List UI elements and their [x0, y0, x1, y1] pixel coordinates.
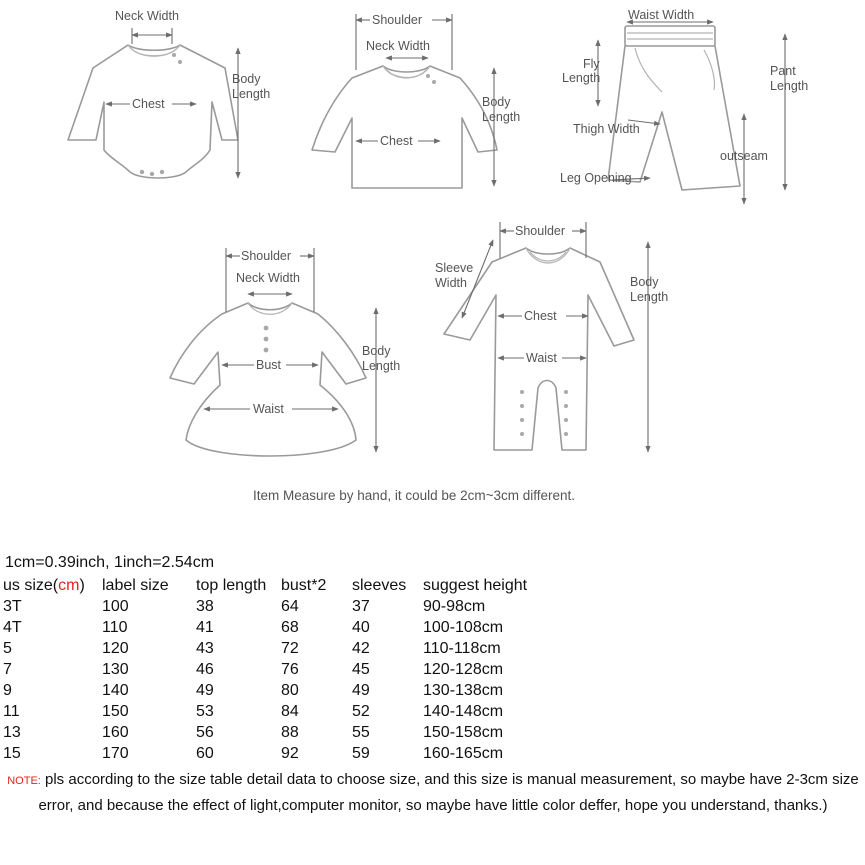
- table-row: [3, 596, 563, 617]
- cell-sleeves: 37: [352, 597, 370, 615]
- romper-waist-label: Waist: [526, 351, 557, 365]
- tshirt-body-label-2: Length: [482, 110, 521, 124]
- pants-pant-label-1: Pant: [770, 64, 796, 78]
- pants-thigh-label: Thigh Width: [573, 122, 640, 136]
- dress-waist-label: Waist: [253, 402, 284, 416]
- cell-label-size: 120: [102, 639, 129, 657]
- cell-top-length: 49: [196, 681, 214, 699]
- cell-top-length: 56: [196, 723, 214, 741]
- tshirt-neck-label: Neck Width: [366, 39, 430, 53]
- cell-label-size: 110: [102, 618, 128, 636]
- bodysuit-chest-label: Chest: [132, 97, 165, 111]
- cell-sleeves: 49: [352, 681, 370, 699]
- cell-bust: 68: [281, 618, 299, 636]
- romper-sleeve-label-1: Sleeve: [435, 261, 474, 275]
- size-table: [3, 575, 563, 764]
- cell-bust: 84: [281, 702, 299, 720]
- tshirt-chest-label: Chest: [380, 134, 413, 148]
- cell-us-size: 9: [3, 681, 12, 699]
- diagram-caption: Item Measure by hand, it could be 2cm~3cm different.: [253, 488, 576, 503]
- cell-us-size: 13: [3, 723, 21, 741]
- cell-label-size: 170: [102, 744, 129, 762]
- size-note: [3, 768, 863, 818]
- cell-sleeves: 59: [352, 744, 370, 762]
- cell-us-size: 11: [3, 702, 20, 720]
- romper-body-label-1: Body: [630, 275, 659, 289]
- dress-figure: [170, 248, 400, 456]
- header-top-length: top length: [196, 576, 267, 594]
- header-bust: bust*2: [281, 576, 327, 594]
- cell-suggest-height: 100-108cm: [423, 618, 504, 636]
- cell-sleeves: 45: [352, 660, 370, 678]
- cell-top-length: 43: [196, 639, 214, 657]
- cell-label-size: 150: [102, 702, 129, 720]
- cell-sleeves: 55: [352, 723, 370, 741]
- header-label-size: label size: [102, 576, 169, 594]
- pants-fly-label-2: Length: [562, 71, 601, 85]
- cell-label-size: 140: [102, 681, 129, 699]
- cell-us-size: 7: [3, 660, 12, 678]
- header-sleeves: sleeves: [352, 576, 407, 594]
- cell-suggest-height: 130-138cm: [423, 681, 504, 699]
- cell-suggest-height: 150-158cm: [423, 723, 504, 741]
- snap-dots: [140, 53, 182, 176]
- cell-top-length: 41: [196, 618, 214, 636]
- unit-conversion: 1cm=0.39inch, 1inch=2.54cm: [5, 554, 215, 571]
- header-us-size: us size(cm): [3, 576, 85, 594]
- cell-top-length: 38: [196, 597, 214, 615]
- pants-leg-label: Leg Opening: [560, 171, 632, 185]
- table-row: [3, 701, 563, 722]
- cell-sleeves: 52: [352, 702, 370, 720]
- table-row: [3, 722, 563, 743]
- table-row: [3, 617, 563, 638]
- romper-chest-label: Chest: [524, 309, 557, 323]
- romper-snap-dots: [520, 390, 568, 436]
- cell-sleeves: 40: [352, 618, 370, 636]
- dress-bust-label: Bust: [256, 358, 282, 372]
- cell-label-size: 100: [102, 597, 129, 615]
- cell-us-size: 5: [3, 639, 12, 657]
- table-row: [3, 659, 563, 680]
- cell-bust: 76: [281, 660, 299, 678]
- cell-bust: 64: [281, 597, 299, 615]
- cell-top-length: 46: [196, 660, 214, 678]
- cell-bust: 72: [281, 639, 299, 657]
- tshirt-shoulder-label: Shoulder: [372, 13, 423, 27]
- tshirt-body-label-1: Body: [482, 95, 511, 109]
- shoulder-dots: [426, 74, 436, 84]
- pants-fly-label-1: Fly: [583, 57, 600, 71]
- romper-body-label-2: Length: [630, 290, 669, 304]
- cell-top-length: 53: [196, 702, 214, 720]
- cell-bust: 92: [281, 744, 299, 762]
- dress-body-label-1: Body: [362, 344, 391, 358]
- cell-suggest-height: 120-128cm: [423, 660, 504, 678]
- dress-body-label-2: Length: [362, 359, 401, 373]
- cell-us-size: 15: [3, 744, 21, 762]
- cell-top-length: 60: [196, 744, 214, 762]
- pants-figure: [560, 8, 808, 204]
- pants-waist-label: Waist Width: [628, 8, 695, 22]
- romper-shoulder-label: Shoulder: [515, 224, 566, 238]
- bodysuit-body-label-2: Length: [232, 87, 271, 101]
- header-suggest-height: suggest height: [423, 576, 528, 594]
- bodysuit-figure: [68, 9, 270, 178]
- dress-shoulder-label: Shoulder: [241, 249, 292, 263]
- cell-us-size: 3T: [3, 597, 22, 615]
- table-row: [3, 638, 563, 659]
- romper-sleeve-label-2: Width: [435, 276, 467, 290]
- pants-outseam-label: outseam: [720, 149, 768, 163]
- cell-suggest-height: 140-148cm: [423, 702, 504, 720]
- table-header-row: [3, 575, 563, 596]
- cell-us-size: 4T: [3, 618, 22, 636]
- cell-label-size: 160: [102, 723, 129, 741]
- cell-sleeves: 42: [352, 639, 370, 657]
- table-row: [3, 743, 563, 764]
- tshirt-figure: [312, 13, 520, 188]
- dress-neck-label: Neck Width: [236, 271, 300, 285]
- pants-pant-label-2: Length: [770, 79, 809, 93]
- romper-figure: [435, 222, 668, 452]
- cell-bust: 80: [281, 681, 299, 699]
- note-text: pls according to the size table detail data to choose size, and this size is manual measurement, so maybe have 2-3cm size error, and because the effect of light,computer monitor, so maybe have little color deffer, hope you understand, thanks.): [38, 771, 859, 814]
- cell-suggest-height: 110-118cm: [423, 639, 501, 657]
- table-row: [3, 680, 563, 701]
- cell-bust: 88: [281, 723, 299, 741]
- cell-suggest-height: 90-98cm: [423, 597, 486, 615]
- dress-buttons: [264, 326, 269, 353]
- bodysuit-body-label-1: Body: [232, 72, 261, 86]
- bodysuit-neck-label: Neck Width: [115, 9, 179, 23]
- cell-suggest-height: 160-165cm: [423, 744, 504, 762]
- note-tag: NOTE:: [7, 775, 41, 787]
- cell-label-size: 130: [102, 660, 129, 678]
